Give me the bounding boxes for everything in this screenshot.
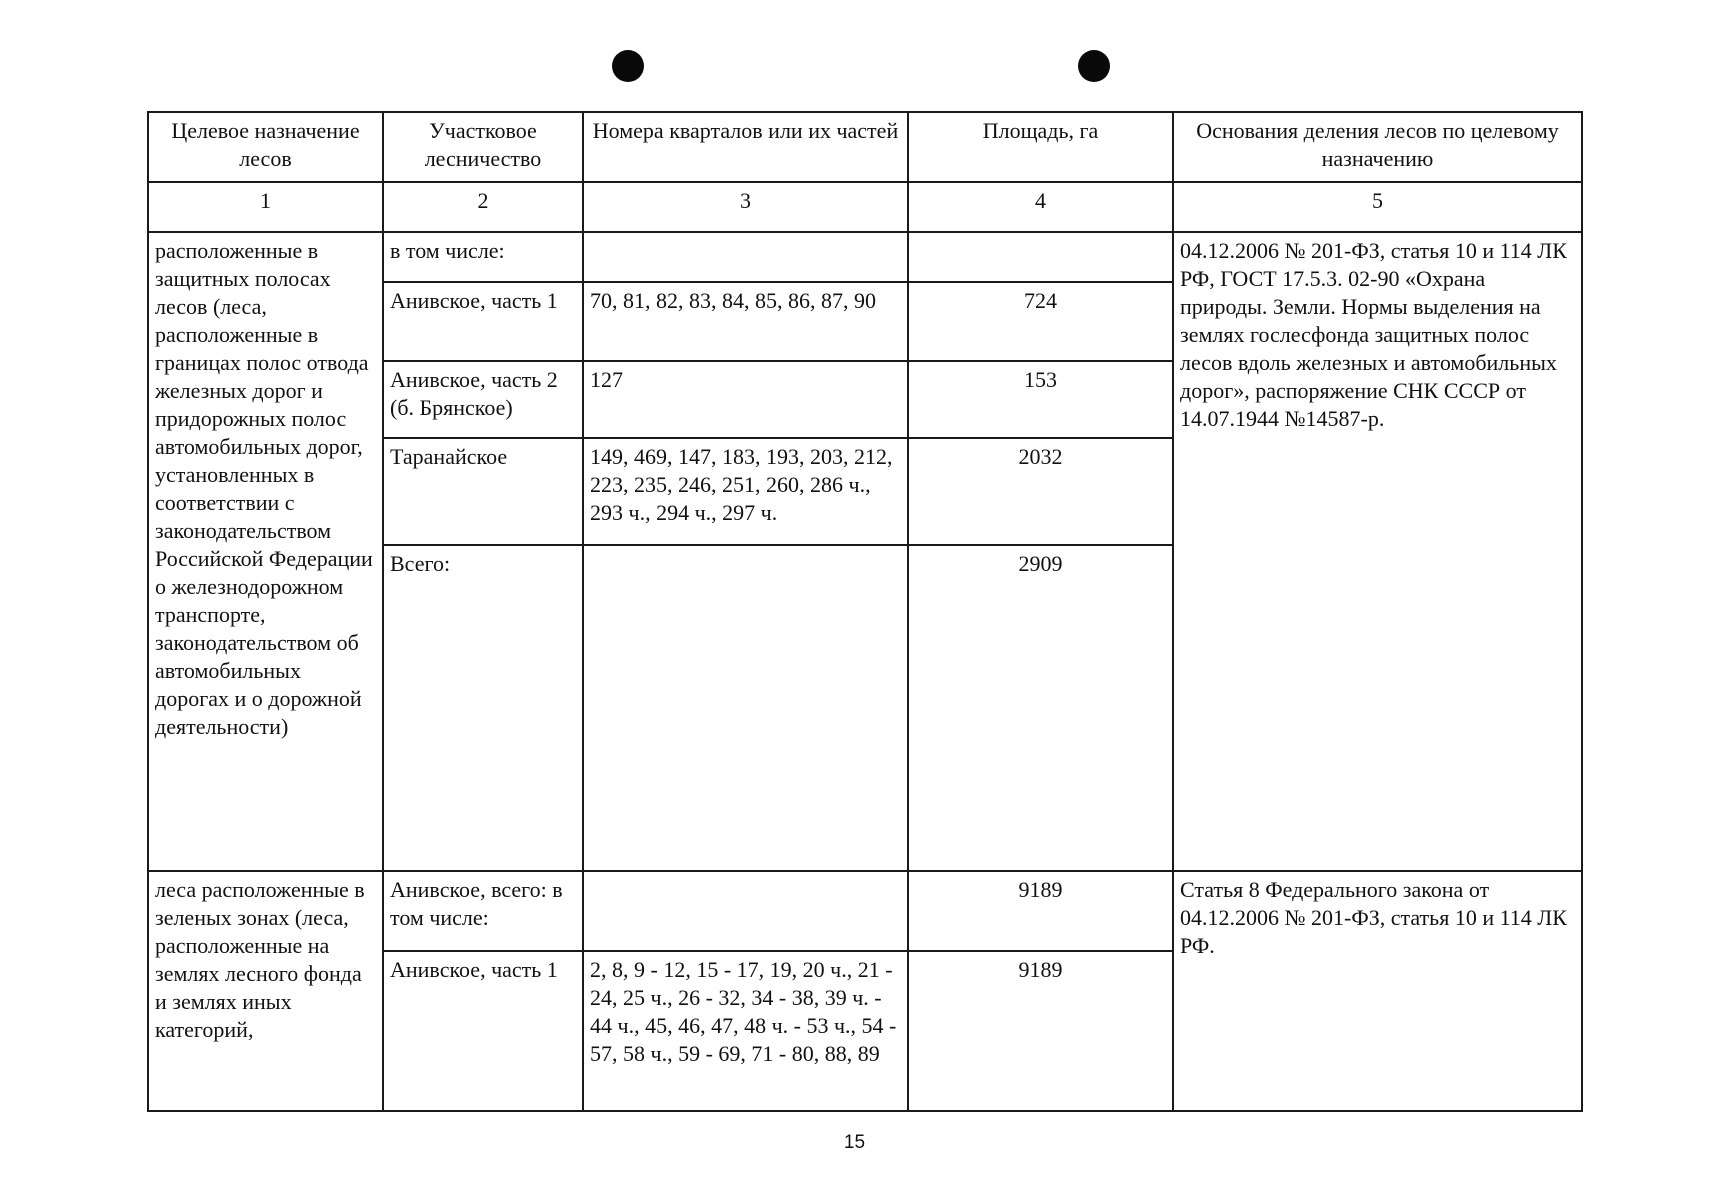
table-row xyxy=(148,871,1582,951)
area-cell xyxy=(908,232,1173,282)
forestry-cell: Всего: xyxy=(383,545,583,871)
punch-hole-right xyxy=(1078,50,1110,82)
quarters-cell xyxy=(583,545,908,871)
quarters-cell xyxy=(583,871,908,951)
purpose-cell: расположенные в защитных полосах лесов (леса, расположенные в границах полос отвода железных дорог и придорожных полос автомобильных дорог, установленных в соответствии с законодательством Российской Федерации о железнодорожном транспорте, законодательством об автомобильных дорогах и о дорожной деятельности) xyxy=(148,232,383,871)
quarters-cell: 149, 469, 147, 183, 193, 203, 212, 223, 235, 246, 251, 260, 286 ч., 293 ч., 294 ч., 297 ч. xyxy=(583,438,908,545)
forestry-cell: Анивское, всего: в том числе: xyxy=(383,871,583,951)
header-row xyxy=(148,112,1582,182)
area-cell: 9189 xyxy=(908,951,1173,1111)
header-area: Площадь, га xyxy=(908,112,1173,182)
quarters-cell xyxy=(583,232,908,282)
basis-cell: 04.12.2006 № 201-ФЗ, статья 10 и 114 ЛК РФ, ГОСТ 17.5.3. 02-90 «Охрана природы. Земли. Нормы выделения на землях гослесфонда защитных полос лесов вдоль железных и автомобильных дорог», распоряжение СНК СССР от 14.07.1944 №14587-р. xyxy=(1173,232,1582,871)
column-number: 2 xyxy=(383,182,583,232)
header-basis: Основания деления лесов по целевому назначению xyxy=(1173,112,1582,182)
purpose-cell: леса расположенные в зеленых зонах (леса, расположенные на землях лесного фонда и землях иных категорий, xyxy=(148,871,383,1111)
header-forestry: Участковое лесничество xyxy=(383,112,583,182)
area-cell: 2032 xyxy=(908,438,1173,545)
header-quarters: Номера кварталов или их частей xyxy=(583,112,908,182)
column-number: 3 xyxy=(583,182,908,232)
area-cell: 9189 xyxy=(908,871,1173,951)
header-purpose: Целевое назначение лесов xyxy=(148,112,383,182)
area-cell: 153 xyxy=(908,361,1173,438)
basis-cell: Статья 8 Федерального закона от 04.12.2006 № 201-ФЗ, статья 10 и 114 ЛК РФ. xyxy=(1173,871,1582,1111)
area-cell: 724 xyxy=(908,282,1173,361)
page-number: 15 xyxy=(843,1132,866,1153)
column-number-row xyxy=(148,182,1582,232)
quarters-cell: 70, 81, 82, 83, 84, 85, 86, 87, 90 xyxy=(583,282,908,361)
quarters-cell: 2, 8, 9 - 12, 15 - 17, 19, 20 ч., 21 - 24, 25 ч., 26 - 32, 34 - 38, 39 ч. - 44 ч., 45, 46, 47, 48 ч. - 53 ч., 54 - 57, 58 ч., 59 - 69, 71 - 80, 88, 89 xyxy=(583,951,908,1111)
column-number: 4 xyxy=(908,182,1173,232)
area-cell: 2909 xyxy=(908,545,1173,871)
table-row xyxy=(148,232,1582,282)
forestry-cell: в том числе: xyxy=(383,232,583,282)
column-number: 5 xyxy=(1173,182,1582,232)
forestry-cell: Таранайское xyxy=(383,438,583,545)
column-number: 1 xyxy=(148,182,383,232)
quarters-cell: 127 xyxy=(583,361,908,438)
forestry-cell: Анивское, часть 2 (б. Брянское) xyxy=(383,361,583,438)
punch-hole-left xyxy=(612,50,644,82)
forestry-cell: Анивское, часть 1 xyxy=(383,951,583,1111)
forestry-cell: Анивское, часть 1 xyxy=(383,282,583,361)
forest-purpose-table xyxy=(147,111,1583,1112)
